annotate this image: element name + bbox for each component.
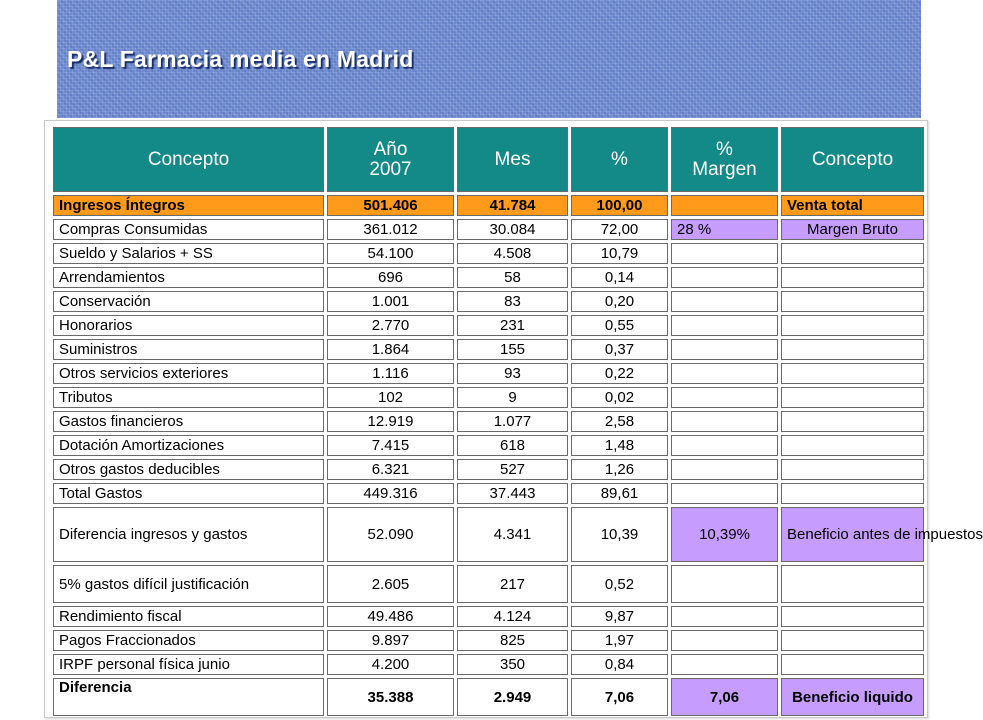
cell-pct: 0,14 [571, 267, 668, 288]
cell-concepto-2 [781, 459, 924, 480]
cell-margen [671, 483, 778, 504]
table-row [53, 387, 924, 408]
cell-margen [671, 565, 778, 603]
cell-concepto: Diferencia ingresos y gastos [53, 507, 324, 562]
cell-mes: 30.084 [457, 219, 568, 240]
cell-margen [671, 315, 778, 336]
cell-concepto: Dotación Amortizaciones [53, 435, 324, 456]
cell-margen [671, 291, 778, 312]
table-row [53, 315, 924, 336]
cell-anio: 54.100 [327, 243, 454, 264]
cell-pct: 89,61 [571, 483, 668, 504]
table-row [53, 339, 924, 360]
cell-pct: 9,87 [571, 606, 668, 627]
cell-anio: 52.090 [327, 507, 454, 562]
cell-concepto: Tributos [53, 387, 324, 408]
cell-mes: 217 [457, 565, 568, 603]
cell-concepto-2 [781, 483, 924, 504]
header-concepto-2: Concepto [781, 127, 924, 192]
table-row [53, 219, 924, 240]
cell-margen [671, 363, 778, 384]
cell-mes: 4.341 [457, 507, 568, 562]
cell-anio: 449.316 [327, 483, 454, 504]
cell-concepto-2 [781, 411, 924, 432]
header-margen-line1: % [716, 138, 733, 160]
cell-concepto-2 [781, 339, 924, 360]
cell-anio: 35.388 [327, 678, 454, 716]
cell-concepto-2 [781, 654, 924, 675]
cell-pct: 0,02 [571, 387, 668, 408]
cell-margen [671, 654, 778, 675]
cell-margen [671, 459, 778, 480]
cell-anio: 501.406 [327, 195, 454, 216]
cell-concepto-2 [781, 315, 924, 336]
cell-pct: 0,52 [571, 565, 668, 603]
cell-margen [671, 630, 778, 651]
cell-pct: 0,22 [571, 363, 668, 384]
cell-concepto: Total Gastos [53, 483, 324, 504]
cell-concepto-2: Venta total [781, 195, 924, 216]
cell-mes: 41.784 [457, 195, 568, 216]
cell-mes: 4.508 [457, 243, 568, 264]
cell-concepto-2 [781, 267, 924, 288]
cell-anio: 696 [327, 267, 454, 288]
cell-concepto: Honorarios [53, 315, 324, 336]
cell-concepto: Otros gastos deducibles [53, 459, 324, 480]
cell-concepto: Diferencia [53, 678, 324, 716]
cell-anio: 102 [327, 387, 454, 408]
header-concepto: Concepto [53, 127, 324, 192]
cell-anio: 12.919 [327, 411, 454, 432]
cell-concepto: Arrendamientos [53, 267, 324, 288]
title-banner [57, 0, 921, 118]
cell-mes: 93 [457, 363, 568, 384]
cell-concepto-2: Beneficio liquido [781, 678, 924, 716]
cell-margen: 7,06 [671, 678, 778, 716]
cell-concepto: Suministros [53, 339, 324, 360]
cell-pct: 2,58 [571, 411, 668, 432]
table-row [53, 459, 924, 480]
cell-concepto: Ingresos Íntegros [53, 195, 324, 216]
cell-mes: 2.949 [457, 678, 568, 716]
header-margen-line2: Margen [692, 158, 757, 180]
header-mes: Mes [457, 127, 568, 192]
cell-concepto-2: Margen Bruto [781, 219, 924, 240]
cell-concepto-2 [781, 565, 924, 603]
cell-pct: 0,84 [571, 654, 668, 675]
table-row [53, 435, 924, 456]
cell-mes: 825 [457, 630, 568, 651]
cell-margen [671, 435, 778, 456]
cell-anio: 6.321 [327, 459, 454, 480]
cell-margen [671, 243, 778, 264]
table-row [53, 483, 924, 504]
cell-concepto: Gastos financieros [53, 411, 324, 432]
cell-anio: 2.605 [327, 565, 454, 603]
header-anio [327, 127, 454, 192]
table-row [53, 411, 924, 432]
cell-mes: 618 [457, 435, 568, 456]
table-row [53, 243, 924, 264]
table-row [53, 195, 924, 216]
cell-concepto-2 [781, 387, 924, 408]
cell-pct: 0,20 [571, 291, 668, 312]
cell-mes: 4.124 [457, 606, 568, 627]
header-anio-line2: 2007 [369, 158, 412, 180]
cell-concepto: Compras Consumidas [53, 219, 324, 240]
cell-anio: 7.415 [327, 435, 454, 456]
cell-mes: 37.443 [457, 483, 568, 504]
cell-concepto: Otros servicios exteriores [53, 363, 324, 384]
table-row [53, 291, 924, 312]
pl-table [50, 124, 983, 719]
cell-mes: 527 [457, 459, 568, 480]
cell-concepto: Pagos Fraccionados [53, 630, 324, 651]
table-row [53, 678, 924, 716]
cell-pct: 100,00 [571, 195, 668, 216]
header-row [53, 127, 924, 192]
cell-anio: 1.116 [327, 363, 454, 384]
cell-mes: 350 [457, 654, 568, 675]
cell-margen [671, 606, 778, 627]
table-row [53, 267, 924, 288]
table-row [53, 606, 924, 627]
cell-margen [671, 411, 778, 432]
cell-mes: 58 [457, 267, 568, 288]
cell-pct: 0,55 [571, 315, 668, 336]
cell-pct: 1,26 [571, 459, 668, 480]
cell-mes: 9 [457, 387, 568, 408]
cell-anio: 9.897 [327, 630, 454, 651]
table-row [53, 507, 924, 562]
cell-mes: 83 [457, 291, 568, 312]
cell-margen: 10,39% [671, 507, 778, 562]
cell-margen [671, 195, 778, 216]
cell-pct: 10,39 [571, 507, 668, 562]
cell-mes: 1.077 [457, 411, 568, 432]
cell-pct: 0,37 [571, 339, 668, 360]
cell-margen [671, 267, 778, 288]
cell-concepto: 5% gastos difícil justificación [53, 565, 324, 603]
cell-margen: 28 % [671, 219, 778, 240]
cell-concepto-2 [781, 243, 924, 264]
cell-concepto: Rendimiento fiscal [53, 606, 324, 627]
cell-mes: 231 [457, 315, 568, 336]
cell-concepto: Conservación [53, 291, 324, 312]
table-row [53, 565, 924, 603]
cell-anio: 49.486 [327, 606, 454, 627]
cell-pct: 7,06 [571, 678, 668, 716]
slide-title: P&L Farmacia media en Madrid [67, 46, 414, 72]
table-row [53, 630, 924, 651]
cell-pct: 10,79 [571, 243, 668, 264]
header-pct: % [571, 127, 668, 192]
cell-concepto-2 [781, 435, 924, 456]
cell-anio: 4.200 [327, 654, 454, 675]
cell-anio: 361.012 [327, 219, 454, 240]
table-row [53, 363, 924, 384]
cell-concepto-2 [781, 363, 924, 384]
cell-concepto-2: Beneficio antes de impuestos [781, 507, 924, 562]
cell-concepto-2 [781, 630, 924, 651]
cell-concepto-2 [781, 291, 924, 312]
cell-margen [671, 387, 778, 408]
cell-pct: 72,00 [571, 219, 668, 240]
cell-mes: 155 [457, 339, 568, 360]
cell-anio: 2.770 [327, 315, 454, 336]
header-margen [671, 127, 778, 192]
cell-pct: 1,97 [571, 630, 668, 651]
cell-margen [671, 339, 778, 360]
cell-anio: 1.864 [327, 339, 454, 360]
cell-anio: 1.001 [327, 291, 454, 312]
cell-concepto-2 [781, 606, 924, 627]
cell-concepto: Sueldo y Salarios + SS [53, 243, 324, 264]
cell-pct: 1,48 [571, 435, 668, 456]
table-row [53, 654, 924, 675]
header-anio-line1: Año [373, 138, 408, 160]
cell-concepto: IRPF personal física junio [53, 654, 324, 675]
